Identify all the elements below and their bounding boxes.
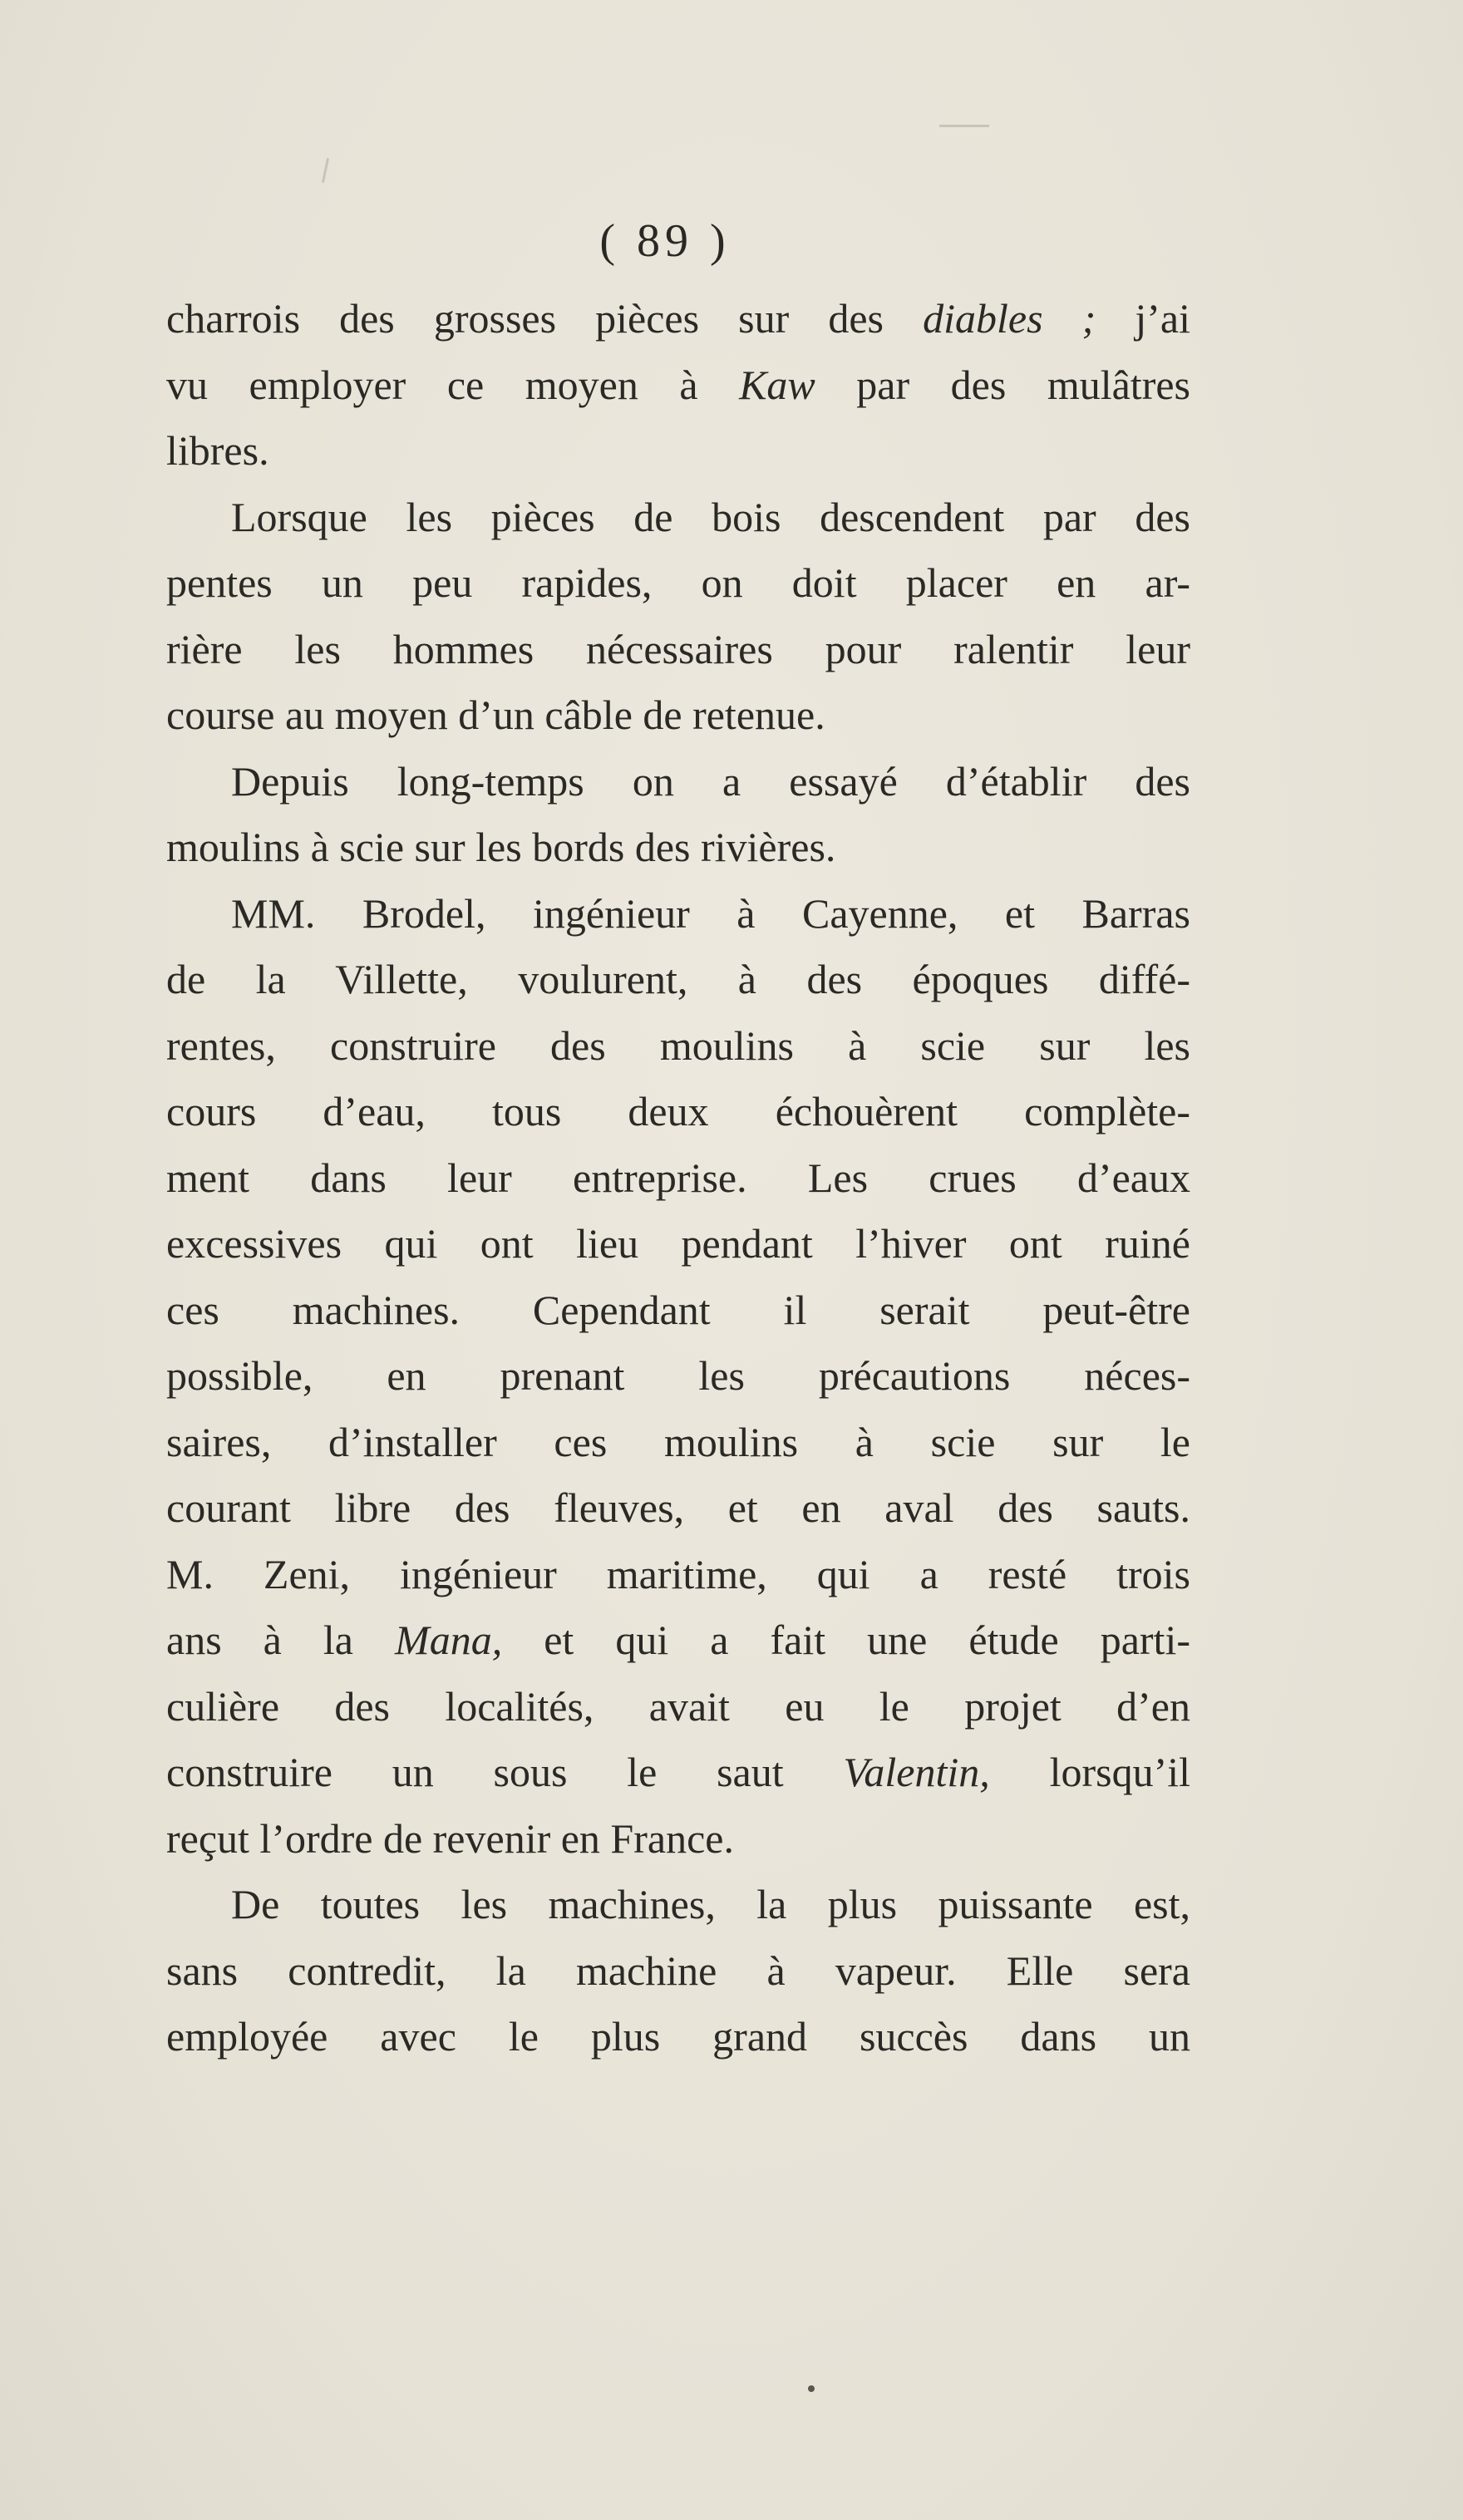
text-line (166, 1475, 1190, 1542)
paper-mark (939, 125, 989, 127)
text-segment: De toutes les machines, la plus puissante est, (231, 1881, 1190, 1927)
text-segment: courant libre des fleuves, et en aval des sauts. (166, 1484, 1190, 1531)
text-segment: excessives qui ont lieu pendant l’hiver ont ruiné (166, 1220, 1190, 1267)
text-segment: culière des localités, avait eu le projet d’en (166, 1682, 1190, 1730)
text-segment: ans à la (166, 1617, 396, 1663)
text-segment: possible, en prenant les précautions néces- (166, 1352, 1190, 1399)
text-segment: et qui a fait une étude parti- (502, 1617, 1190, 1663)
text-segment: rentes, construire des moulins à scie sur les (166, 1021, 1190, 1069)
text-segment: MM. Brodel, ingénieur à Cayenne, et Barras (231, 889, 1190, 937)
text-segment: libres. (166, 427, 269, 474)
italic-segment: Kaw (739, 361, 815, 408)
text-line (166, 1013, 1190, 1080)
text-segment: reçut l’ordre de revenir en France. (166, 1814, 734, 1862)
text-line (166, 1277, 1190, 1344)
text-segment: saires, d’installer ces moulins à scie sur le (166, 1418, 1190, 1465)
paper-mark (322, 158, 329, 183)
text-line (166, 485, 1190, 551)
italic-segment: Valentin, (843, 1749, 990, 1795)
text-segment: vu employer ce moyen à (166, 361, 740, 408)
text-segment: construire un sous le saut (166, 1749, 844, 1795)
text-segment: lorsqu’il (989, 1749, 1191, 1795)
text-line (166, 815, 1190, 881)
text-segment: pentes un peu rapides, on doit placer en ar- (166, 559, 1190, 606)
text-line (166, 617, 1190, 683)
text-segment: employée avec le plus grand succès dans un (166, 2013, 1190, 2060)
text-segment: Depuis long-temps on a essayé d’établir des (231, 757, 1190, 805)
ink-speck (808, 2385, 815, 2392)
text-line (166, 1806, 1190, 1873)
text-segment: ment dans leur entreprise. Les crues d’eaux (166, 1154, 1190, 1201)
text-segment: de la Villette, voulurent, à des époques diffé- (166, 956, 1190, 1002)
text-line (166, 1872, 1190, 1938)
text-segment: charrois des grosses pièces sur des (166, 295, 924, 342)
italic-segment: diables ; (923, 295, 1096, 342)
text-line (166, 352, 1190, 419)
text-line (166, 1542, 1190, 1608)
text-line (166, 881, 1190, 947)
text-segment: M. Zeni, ingénieur maritime, qui a resté trois (166, 1550, 1190, 1597)
text-segment: j’ai (1096, 295, 1190, 342)
body-text (166, 286, 1190, 2070)
text-segment: par des mulâtres (815, 361, 1190, 408)
text-line (166, 1740, 1190, 1806)
text-line (166, 286, 1190, 352)
text-line (166, 1674, 1190, 1740)
italic-segment: Mana, (395, 1617, 503, 1663)
text-line (166, 749, 1190, 815)
text-line (166, 947, 1190, 1013)
text-segment: sans contredit, la machine à vapeur. Elle sera (166, 1947, 1190, 1994)
text-line (166, 550, 1190, 617)
text-line (166, 1343, 1190, 1410)
text-line (166, 1607, 1190, 1674)
text-line (166, 2004, 1190, 2070)
text-line (166, 418, 1190, 485)
text-line (166, 1410, 1190, 1476)
text-line (166, 682, 1190, 749)
text-line (166, 1211, 1190, 1277)
text-line (166, 1145, 1190, 1212)
text-line (166, 1938, 1190, 2005)
text-segment: moulins à scie sur les bords des rivières. (166, 824, 836, 870)
text-segment: ces machines. Cependant il serait peut-être (166, 1286, 1190, 1333)
text-segment: rière les hommes nécessaires pour ralentir leur (166, 625, 1190, 672)
text-line (166, 1079, 1190, 1145)
text-segment: Lorsque les pièces de bois descendent par des (231, 493, 1190, 540)
page-number: ( 89 ) (599, 215, 731, 267)
text-segment: course au moyen d’un câble de retenue. (166, 692, 825, 738)
text-segment: cours d’eau, tous deux échouèrent complète- (166, 1088, 1190, 1134)
